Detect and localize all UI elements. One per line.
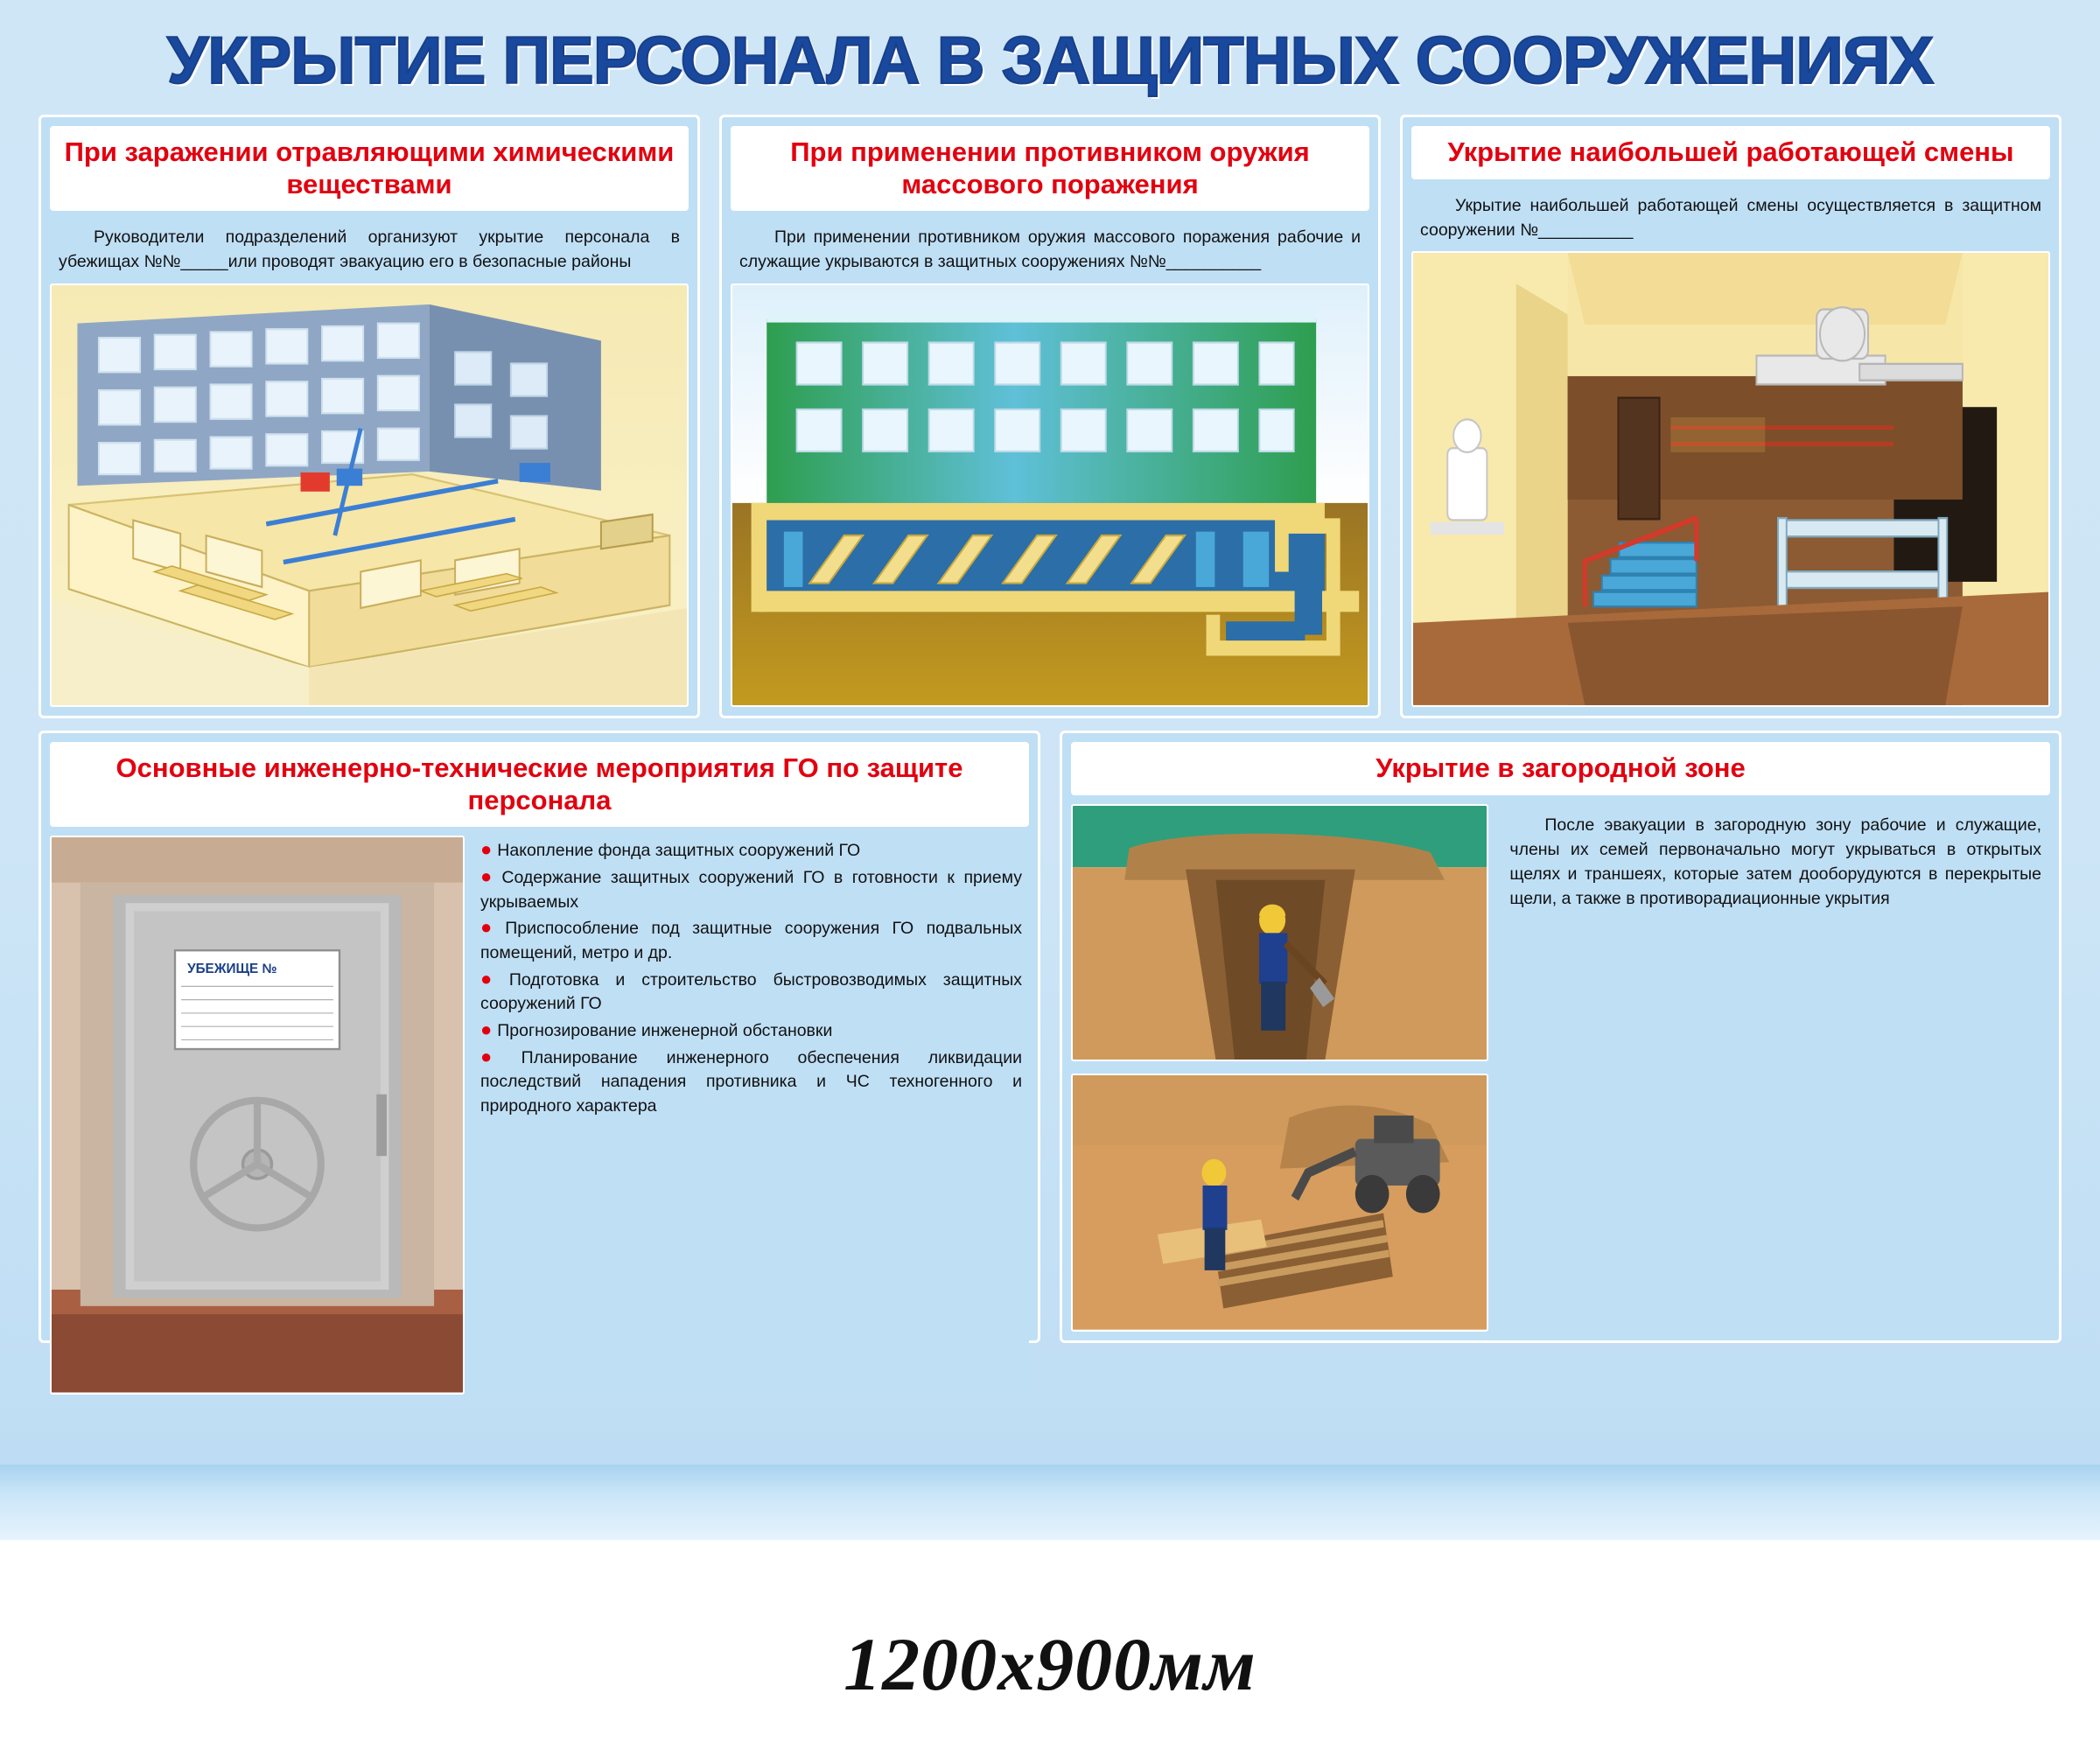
bullet-dot-icon: ● bbox=[480, 916, 500, 939]
excavator-covering-trench-illustration bbox=[1071, 1074, 1488, 1332]
svg-text:УБЕЖИЩЕ №: УБЕЖИЩЕ № bbox=[187, 962, 277, 977]
card-mass-text: При применении противником оружия массового поражения рабочие и служащие укрываются в защитных сооружениях №№__________ bbox=[739, 227, 1361, 272]
card-mass-destruction-weapon bbox=[719, 115, 1381, 718]
card-engineering-measures bbox=[38, 731, 1040, 1343]
card-country-body bbox=[1071, 804, 2050, 1332]
engineering-measures-list bbox=[475, 836, 1029, 1394]
card-chemical-body bbox=[50, 220, 689, 707]
page-title: УКРЫТИЕ ПЕРСОНАЛА В ЗАЩИТНЫХ СООРУЖЕНИЯХ bbox=[166, 24, 1934, 98]
card-country-zone-shelter bbox=[1060, 731, 2062, 1343]
list-item: ● Прогнозирование инженерной обстановки bbox=[480, 1018, 833, 1040]
worker-digging-trench-illustration bbox=[1071, 804, 1488, 1062]
card-chemical-title: При заражении отравляющими химическими веществами bbox=[50, 126, 689, 211]
card-country-title: Укрытие в загородной зоне bbox=[1071, 742, 2050, 795]
list-item: ● Подготовка и строительство быстровозводимых защитных сооружений ГО bbox=[480, 967, 1022, 1014]
list-item: ● Приспособление под защитные сооружения ГО подвальных помещений, метро и др. bbox=[480, 916, 1022, 962]
bullet-dot-icon: ● bbox=[480, 1018, 493, 1040]
card-mass-title: При применении противником оружия массового поражения bbox=[731, 126, 1369, 211]
list-item: ● Накопление фонда защитных сооружений ГО bbox=[480, 838, 861, 861]
card-chemical-text: Руководители подразделений организуют укрытие персонала в убежищах №№_____или проводят эвакуацию его в безопасные районы bbox=[59, 227, 680, 272]
card-shift-body bbox=[1411, 188, 2050, 707]
list-item: ● Содержание защитных сооружений ГО в готовности к приему укрываемых bbox=[480, 864, 1022, 912]
size-label: 1200х900мм bbox=[844, 1622, 1256, 1706]
card-mass-body bbox=[731, 220, 1369, 707]
card-engineering-title: Основные инженерно-технические мероприятия ГО по защите персонала bbox=[50, 742, 1029, 827]
bullet-dot-icon: ● bbox=[480, 864, 497, 887]
top-row bbox=[23, 115, 2077, 718]
card-chemical-contamination bbox=[38, 115, 700, 718]
shelter-blast-door-photo bbox=[50, 836, 465, 1394]
bullet-dot-icon: ● bbox=[480, 838, 493, 861]
card-shift-text: Укрытие наибольшей работающей смены осуществляется в защитном сооружении №__________ bbox=[1420, 195, 2041, 240]
bullet-dot-icon: ● bbox=[480, 967, 504, 990]
school-building-basement-shelter-illustration bbox=[731, 283, 1369, 707]
footer-strip bbox=[0, 1465, 2100, 1540]
country-figures bbox=[1071, 804, 1488, 1332]
list-item: ● Планирование инженерного обеспечения ликвидации последствий нападения противника и ЧС техногенного и природного характера bbox=[480, 1045, 1022, 1116]
card-engineering-body bbox=[50, 836, 1029, 1394]
bullet-dot-icon: ● bbox=[480, 1045, 516, 1067]
card-country-text: После эвакуации в загородную зону рабочие и служащие, члены их семей первоначально могут укрываться в открытых щелях и траншеях, которые затем дооборудуются в перекрытые щели, а также в противорадиационные укрытия bbox=[1509, 815, 2041, 909]
bottom-row bbox=[23, 718, 2077, 1343]
card-largest-working-shift bbox=[1400, 115, 2062, 718]
shelter-interior-cutaway-illustration bbox=[1411, 251, 2050, 707]
card-shift-title: Укрытие наибольшей работающей смены bbox=[1411, 126, 2050, 179]
cutaway-building-shelter-illustration bbox=[50, 283, 689, 707]
